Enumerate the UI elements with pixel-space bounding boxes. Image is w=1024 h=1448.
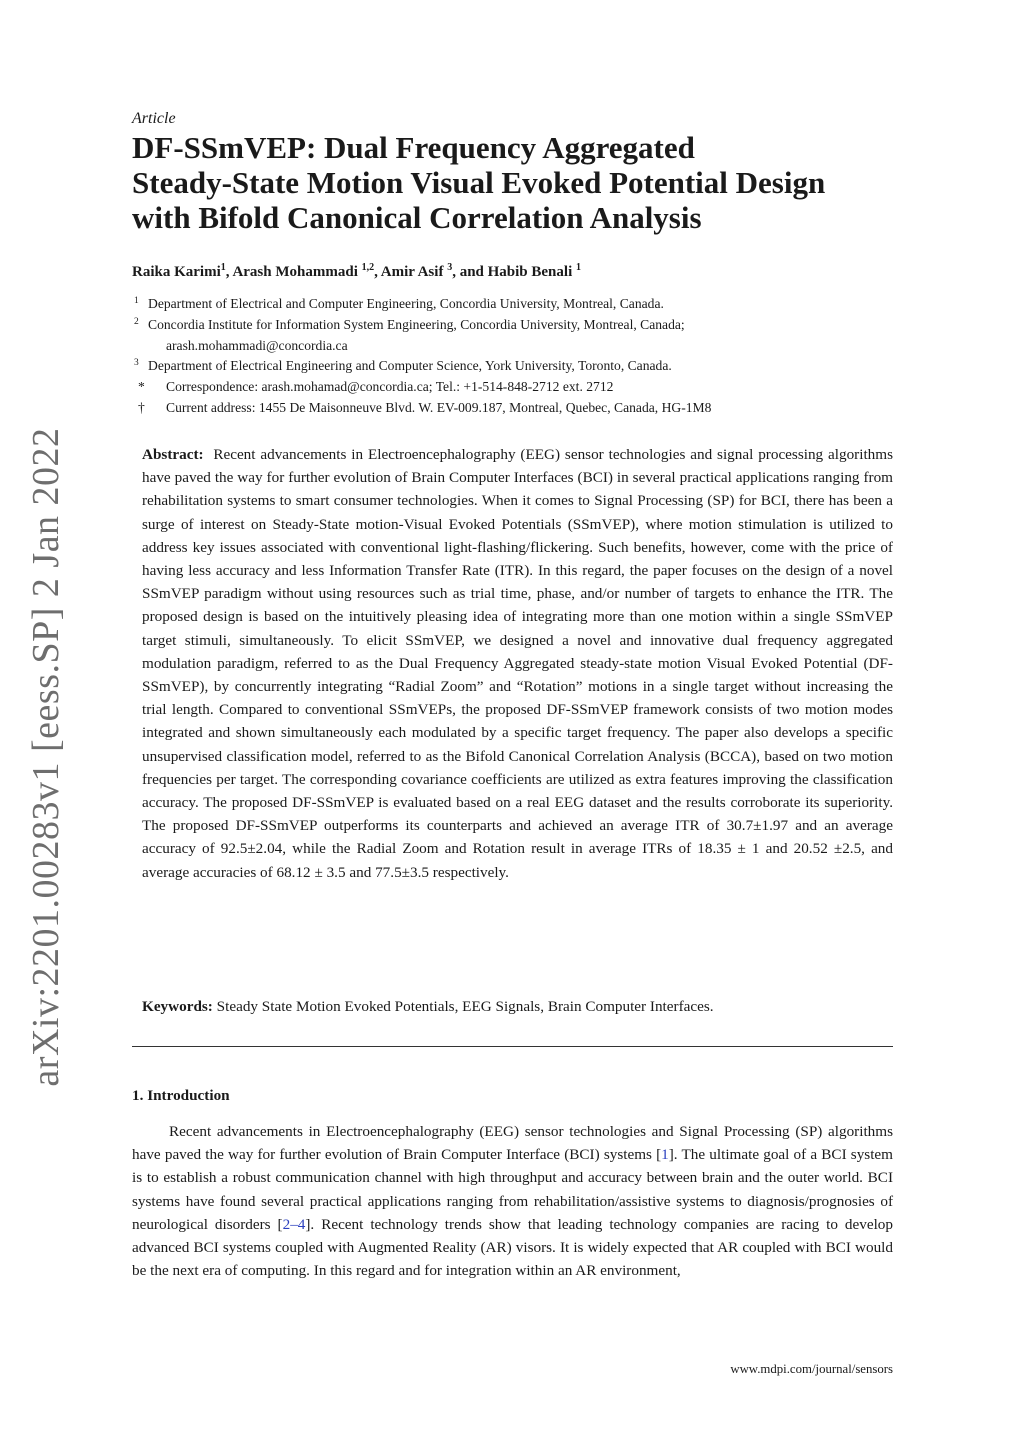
title-line: Steady-State Motion Visual Evoked Potential Design — [132, 165, 826, 200]
author-affiliation-mark: 1,2 — [361, 262, 375, 273]
note-text: Current address: 1455 De Maisonneuve Blvd. W. EV-009.187, Montreal, Quebec, Canada, HG-1M8 — [166, 399, 712, 415]
arxiv-identifier: arXiv:2201.00283v1 [eess.SP] 2 Jan 2022 — [25, 427, 67, 1087]
introduction-heading: 1. Introduction — [132, 1087, 230, 1104]
affiliation-item — [134, 356, 898, 377]
author-list — [132, 262, 581, 281]
note-text: Correspondence: arash.mohamad@concordia.ca; Tel.: +1-514-848-2712 ext. 2712 — [166, 379, 614, 395]
keywords-text: Steady State Motion Evoked Potentials, EEG Signals, Brain Computer Interfaces. — [216, 998, 714, 1015]
introduction-paragraph — [132, 1120, 893, 1282]
affiliation-text: Department of Electrical and Computer Engineering, Concordia University, Montreal, Canada. — [148, 296, 664, 311]
author-affiliation-mark: 1 — [575, 262, 581, 273]
affiliation-text: Concordia Institute for Information System Engineering, Concordia University, Montreal, Canada; — [148, 316, 685, 332]
abstract-text: Recent advancements in Electroencephalography (EEG) sensor technologies and signal processing algorithms have paved the way for further evolution of Brain Computer Interfaces (BCI) in several practical applications ranging from rehabilitation systems to smart consumer technologies. When it comes to Signal Processing (SP) for BCI, there has been a surge of interest on Steady-State motion-Visual Evoked Potentials (SSmVEP), where motion stimulation is utilized to address key issues associated with conventional light-flashing/flickering. Such benefits, however, come with the price of having less accuracy and less Information Transfer Rate (ITR). In this regard, the paper focuses on the design of a novel SSmVEP paradigm without using resources such as trial time, phase, and/or number of targets to enhance the ITR. The proposed design is based on the intuitively pleasing idea of integrating more than one motion within a single SSmVEP target stimuli, simultaneously. To elicit SSmVEP, we designed a novel and innovative dual frequency aggregated modulation paradigm, referred to as the Dual Frequency Aggregated steady-state motion Visual Evoked Potential (DF-SSmVEP), by concurrently integrating “Radial Zoom” and “Rotation” motions in a single target without increasing the trial length. Compared to conventional SSmVEPs, the proposed DF-SSmVEP framework consists of two motion modes integrated and shown simultaneously each modulated by a specific target frequency. The paper also develops a specific unsupervised classification model, referred to as the Bifold Canonical Correlation Analysis (BCCA), based on two motion frequencies per target. The corresponding covariance coefficients are utilized as extra features improving the classification accuracy. The proposed DF-SSmVEP is evaluated based on a real EEG dataset and the results corroborate its superiority. The proposed DF-SSmVEP outperforms its counterparts and achieved an average ITR of 30.7±1.97 and an average accuracy of 92.5±2.04, while the Radial Zoom and Rotation result in average ITRs of 18.35 ± 1 and 20.52 ±2.5, and average accuracies of 68.12 ± 3.5 and 77.5±3.5 respectively. — [142, 446, 893, 881]
author-name: Amir Asif — [380, 264, 448, 280]
author-separator: , — [374, 264, 381, 280]
affiliation-block — [134, 294, 898, 419]
affiliation-email — [138, 336, 898, 357]
affiliation-number: 2 — [134, 316, 139, 327]
keywords-label: Keywords: — [142, 998, 213, 1015]
affiliation-number: 1 — [134, 296, 139, 306]
journal-url[interactable]: www.mdpi.com/journal/sensors — [730, 1362, 893, 1376]
current-address-note — [138, 398, 898, 419]
citation-link[interactable]: 1 — [661, 1146, 669, 1164]
intro-text: ]. Recent technology trends show that leading technology companies are racing to develop advanced BCI systems coupled with Augmented Reality (AR) visors. It is widely expected that AR coupled with BCI would be the next era of computing. In this regard and for integration within an AR environment, — [132, 1215, 893, 1280]
affiliation-item — [134, 315, 898, 336]
correspondence-note — [138, 377, 898, 398]
keywords — [142, 998, 893, 1016]
abstract — [142, 443, 893, 884]
intro-text: Recent advancements in Electroencephalography (EEG) sensor technologies and Signal Processing (SP) algorithms have paved the way for further evolution of Brain Computer Interface (BCI) systems [ — [132, 1123, 893, 1164]
author-name: Habib Benali — [487, 264, 576, 280]
abstract-label: Abstract: — [142, 446, 204, 463]
affiliation-text: Department of Electrical Engineering and Computer Science, York University, Toronto, Canada. — [148, 358, 672, 374]
affiliation-number: 3 — [134, 358, 139, 369]
author-affiliation-mark: 3 — [447, 262, 453, 273]
author-name: Arash Mohammadi — [232, 264, 362, 280]
author-separator: , and — [452, 264, 488, 280]
author-name: Raika Karimi — [132, 264, 221, 280]
author-separator: , — [225, 264, 233, 280]
affiliation-item — [134, 294, 898, 315]
note-symbol: † — [138, 399, 145, 415]
paper-title — [132, 130, 912, 235]
title-line: with Bifold Canonical Correlation Analysis — [132, 200, 702, 235]
affiliation-text: arash.mohammadi@concordia.ca — [166, 337, 348, 353]
intro-text: ]. The ultimate goal of a BCI system is to establish a robust communication channel with high throughput and accuracy between brain and the outer world. BCI systems have found several practical applications ranging from rehabilitation/assistive systems to diagnosis/prognosies of neurological disorders [ — [132, 1146, 893, 1233]
section-divider — [132, 1046, 893, 1047]
note-symbol: * — [138, 379, 145, 395]
author-affiliation-mark: 1 — [220, 262, 226, 273]
article-type-label: Article — [132, 110, 176, 127]
citation-link[interactable]: 2–4 — [282, 1215, 306, 1233]
title-line: DF-SSmVEP: Dual Frequency Aggregated — [132, 130, 695, 165]
